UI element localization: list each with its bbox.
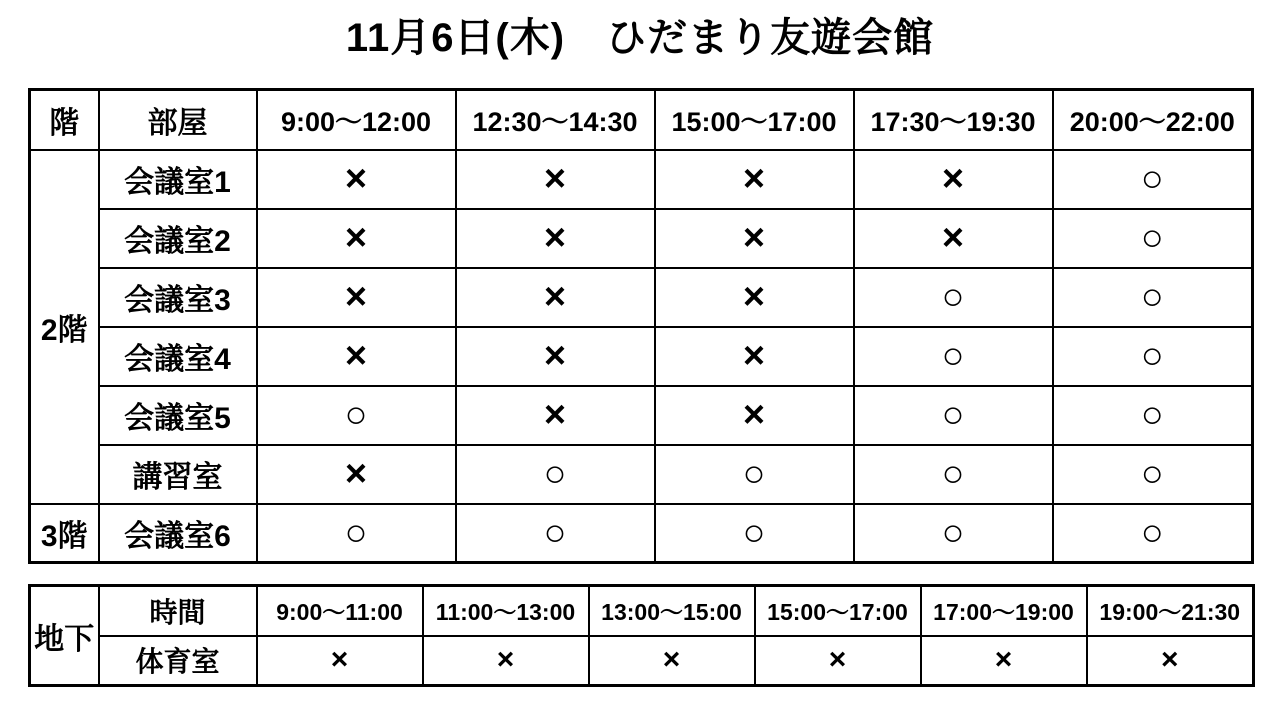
table-row — [30, 636, 1254, 686]
time-row-label: 時間 — [99, 586, 257, 636]
availability-cell: × — [456, 268, 655, 327]
basement-slot-3: 13:00〜15:00 — [589, 586, 755, 636]
room-name: 会議室4 — [99, 327, 257, 386]
main-availability-table — [28, 88, 1254, 564]
basement-availability-table — [28, 584, 1255, 687]
availability-cell: × — [655, 150, 854, 209]
table-row — [30, 150, 1253, 209]
availability-cell: × — [456, 327, 655, 386]
availability-cell: × — [257, 150, 456, 209]
availability-cell: × — [655, 268, 854, 327]
availability-cell: ○ — [456, 504, 655, 563]
basement-slot-6: 19:00〜21:30 — [1087, 586, 1254, 636]
availability-cell: × — [655, 386, 854, 445]
gym-availability-cell: × — [423, 636, 589, 686]
table-row — [30, 445, 1253, 504]
availability-cell: ○ — [1053, 386, 1253, 445]
gym-availability-cell: × — [1087, 636, 1254, 686]
header-slot-2: 12:30〜14:30 — [456, 90, 655, 150]
header-slot-1: 9:00〜12:00 — [257, 90, 456, 150]
room-name: 会議室1 — [99, 150, 257, 209]
gym-availability-cell: × — [589, 636, 755, 686]
room-name: 会議室2 — [99, 209, 257, 268]
basement-slot-4: 15:00〜17:00 — [755, 586, 921, 636]
availability-cell: ○ — [655, 504, 854, 563]
availability-cell: ○ — [1053, 445, 1253, 504]
availability-cell: ○ — [854, 268, 1053, 327]
header-floor: 階 — [30, 90, 99, 150]
header-slot-4: 17:30〜19:30 — [854, 90, 1053, 150]
availability-cell: × — [257, 209, 456, 268]
availability-cell: × — [257, 268, 456, 327]
floor-group-label-2f: 2階 — [30, 150, 99, 504]
availability-cell: × — [655, 327, 854, 386]
room-name: 講習室 — [99, 445, 257, 504]
gym-room-name: 体育室 — [99, 636, 257, 686]
availability-cell: ○ — [854, 386, 1053, 445]
availability-cell: × — [854, 150, 1053, 209]
header-slot-3: 15:00〜17:00 — [655, 90, 854, 150]
room-name: 会議室5 — [99, 386, 257, 445]
room-name: 会議室3 — [99, 268, 257, 327]
availability-cell: ○ — [257, 504, 456, 563]
header-slot-5: 20:00〜22:00 — [1053, 90, 1253, 150]
floor-group-label-basement: 地下 — [30, 586, 99, 686]
availability-cell: × — [854, 209, 1053, 268]
availability-cell: × — [456, 209, 655, 268]
gym-availability-cell: × — [921, 636, 1087, 686]
availability-cell: × — [456, 386, 655, 445]
availability-cell: ○ — [257, 386, 456, 445]
availability-cell: ○ — [854, 504, 1053, 563]
availability-cell: ○ — [456, 445, 655, 504]
availability-cell: ○ — [854, 445, 1053, 504]
availability-cell: ○ — [1053, 150, 1253, 209]
availability-cell: ○ — [1053, 209, 1253, 268]
availability-cell: × — [456, 150, 655, 209]
table-row — [30, 327, 1253, 386]
availability-cell: ○ — [1053, 504, 1253, 563]
gym-availability-cell: × — [257, 636, 423, 686]
availability-cell: × — [257, 445, 456, 504]
basement-slot-5: 17:00〜19:00 — [921, 586, 1087, 636]
availability-cell: ○ — [655, 445, 854, 504]
room-name: 会議室6 — [99, 504, 257, 563]
basement-slot-2: 11:00〜13:00 — [423, 586, 589, 636]
page-title: 11月6日(木) ひだまり友遊会館 — [345, 16, 935, 60]
table-row — [30, 268, 1253, 327]
gym-availability-cell: × — [755, 636, 921, 686]
table-row — [30, 386, 1253, 445]
basement-header-row — [30, 586, 1254, 636]
availability-cell: × — [655, 209, 854, 268]
table-row — [30, 504, 1253, 563]
basement-slot-1: 9:00〜11:00 — [257, 586, 423, 636]
availability-cell: ○ — [1053, 327, 1253, 386]
table-row — [30, 209, 1253, 268]
header-room: 部屋 — [99, 90, 257, 150]
availability-cell: ○ — [1053, 268, 1253, 327]
main-header-row — [30, 90, 1253, 150]
floor-group-label-3f: 3階 — [30, 504, 99, 563]
availability-cell: ○ — [854, 327, 1053, 386]
availability-cell: × — [257, 327, 456, 386]
